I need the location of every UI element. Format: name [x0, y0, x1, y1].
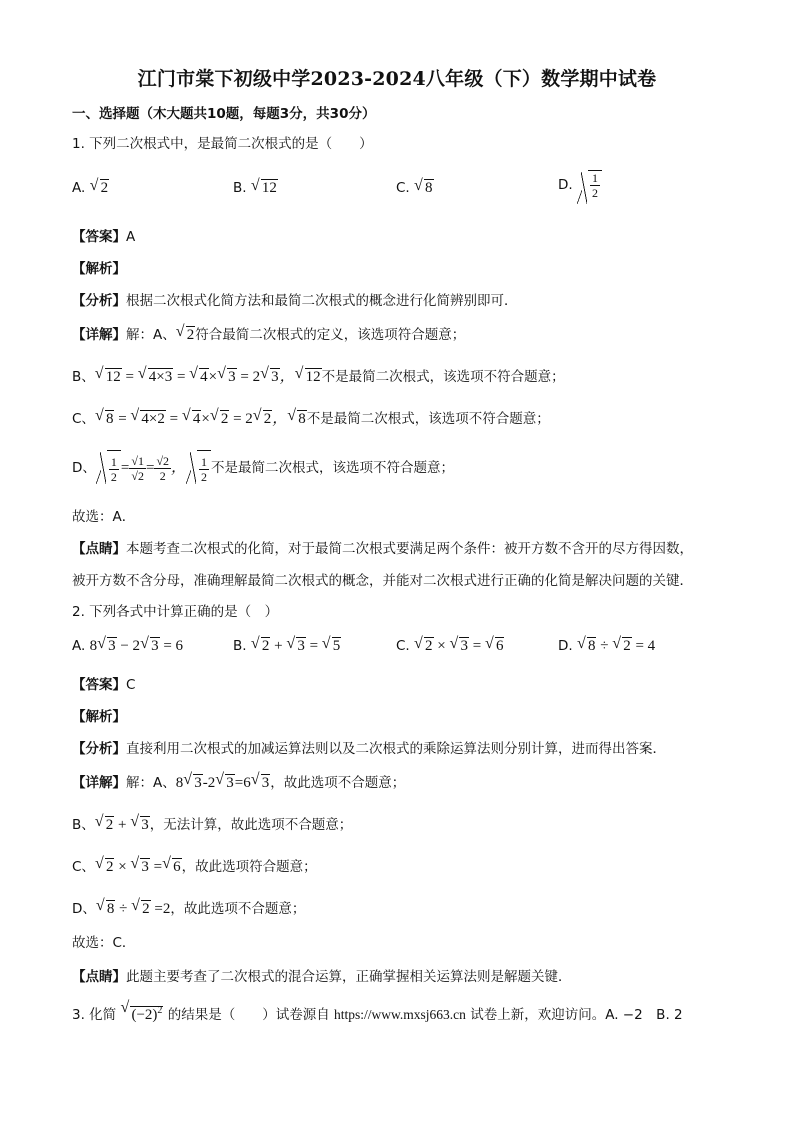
q2-option-d: D. √ 8 ÷ √ 2 = 4: [558, 638, 655, 655]
q3-stem: 3. 化简 √ $(-2)^2$ 的结果是（ ）试卷源自 https://www.mxsj663.cn 试卷上新，欢迎访问。A. −2 B. 2: [72, 1002, 683, 1024]
q2-option-c: C. √ 2 × √ 3 = √ 6: [396, 638, 504, 655]
q1-choose: 故选：A．: [72, 509, 136, 525]
q1-answer: 【答案】A: [72, 229, 136, 245]
q1-dianjing-1: 【点睛】本题考查二次根式的化简，对于最简二次根式要满足两个条件：被开方数不含开的尽方得因数，: [72, 541, 693, 557]
q2-detail-d: D、√ 8 ÷ √ 2 =2，故此选项不合题意；: [72, 900, 305, 918]
q1-detail-b: B、√ 12 = √ 4×3 = √ 4×√ 3 = 2√ 3，√ 12不是最简二次根式，该选项不符合题意；: [72, 368, 565, 386]
q1-detail-a: 【详解】解：A、√ 2符合最简二次根式的定义，该选项符合题意；: [72, 326, 465, 344]
page-title: 江门市棠下初级中学2023-2024八年级（下）数学期中试卷: [137, 68, 657, 90]
q1-analysis-tag: 【解析】: [72, 261, 126, 277]
q2-analysis-tag: 【解析】: [72, 709, 126, 725]
q1-detail-d: D、 $\frac{1}{2}$ = $\frac{√1}{√2}$ = $\frac{√2}{2}$ ， $\frac{1}{2}$ 不是最简二次根式，该选项不符合题意；: [72, 450, 454, 487]
q2-dianjing: 【点睛】此题主要考查了二次根式的混合运算，正确掌握相关运算法则是解题关键．: [72, 969, 572, 985]
q2-answer: 【答案】C: [72, 677, 136, 693]
q1-option-d: D. $\frac{1}{2}$: [558, 170, 602, 200]
q2-option-a: A. 8√ 3 − 2√ 3 = 6: [72, 638, 183, 655]
q1-dianjing-2: 被开方数不含分母，准确理解最简二次根式的概念，并能对二次根式进行正确的化简是解决问题的关键．: [72, 573, 693, 589]
section-heading: 一、选择题（木大题共10题，每题3分，共30分）: [72, 106, 376, 122]
q1-option-d-expr: $\frac{1}{2}$: [577, 170, 602, 200]
q2-detail-a: 【详解】解：A、8√ 3-2√ 3=6√ 3，故此选项不合题意；: [72, 774, 405, 792]
q1-option-c: C. √ 8: [396, 180, 434, 197]
q1-fenxi: 【分析】根据二次根式化简方法和最简二次根式的概念进行化简辨别即可．: [72, 293, 518, 309]
q1-stem: 1. 下列二次根式中，是最简二次根式的是（ ）: [72, 136, 373, 152]
q1-option-a-expr: √ 2: [90, 180, 110, 196]
q2-detail-c: C、√ 2 × √ 3 =√ 6，故此选项符合题意；: [72, 858, 317, 876]
q2-option-b: B. √ 2 + √ 3 = √ 5: [233, 638, 341, 655]
q2-stem: 2. 下列各式中计算正确的是（ ）: [72, 604, 279, 620]
q1-option-c-expr: √ 8: [414, 180, 434, 196]
q1-detail-c: C、√ 8 = √ 4×2 = √ 4×√ 2 = 2√ 2，√ 8不是最简二次根式，该选项不符合题意；: [72, 410, 550, 428]
q1-option-b: B. √ 12: [233, 180, 278, 197]
q1-option-a: A. √ 2: [72, 180, 109, 197]
q2-fenxi: 【分析】直接利用二次根式的加减运算法则以及二次根式的乘除运算法则分别计算，进而得出答案．: [72, 741, 666, 757]
q2-choose: 故选：C．: [72, 935, 136, 951]
source-link[interactable]: https://www.mxsj663.cn: [334, 1007, 466, 1022]
q2-detail-b: B、√ 2 + √ 3，无法计算，故此选项不合题意；: [72, 816, 352, 834]
q1-option-b-expr: √ 12: [251, 180, 278, 196]
